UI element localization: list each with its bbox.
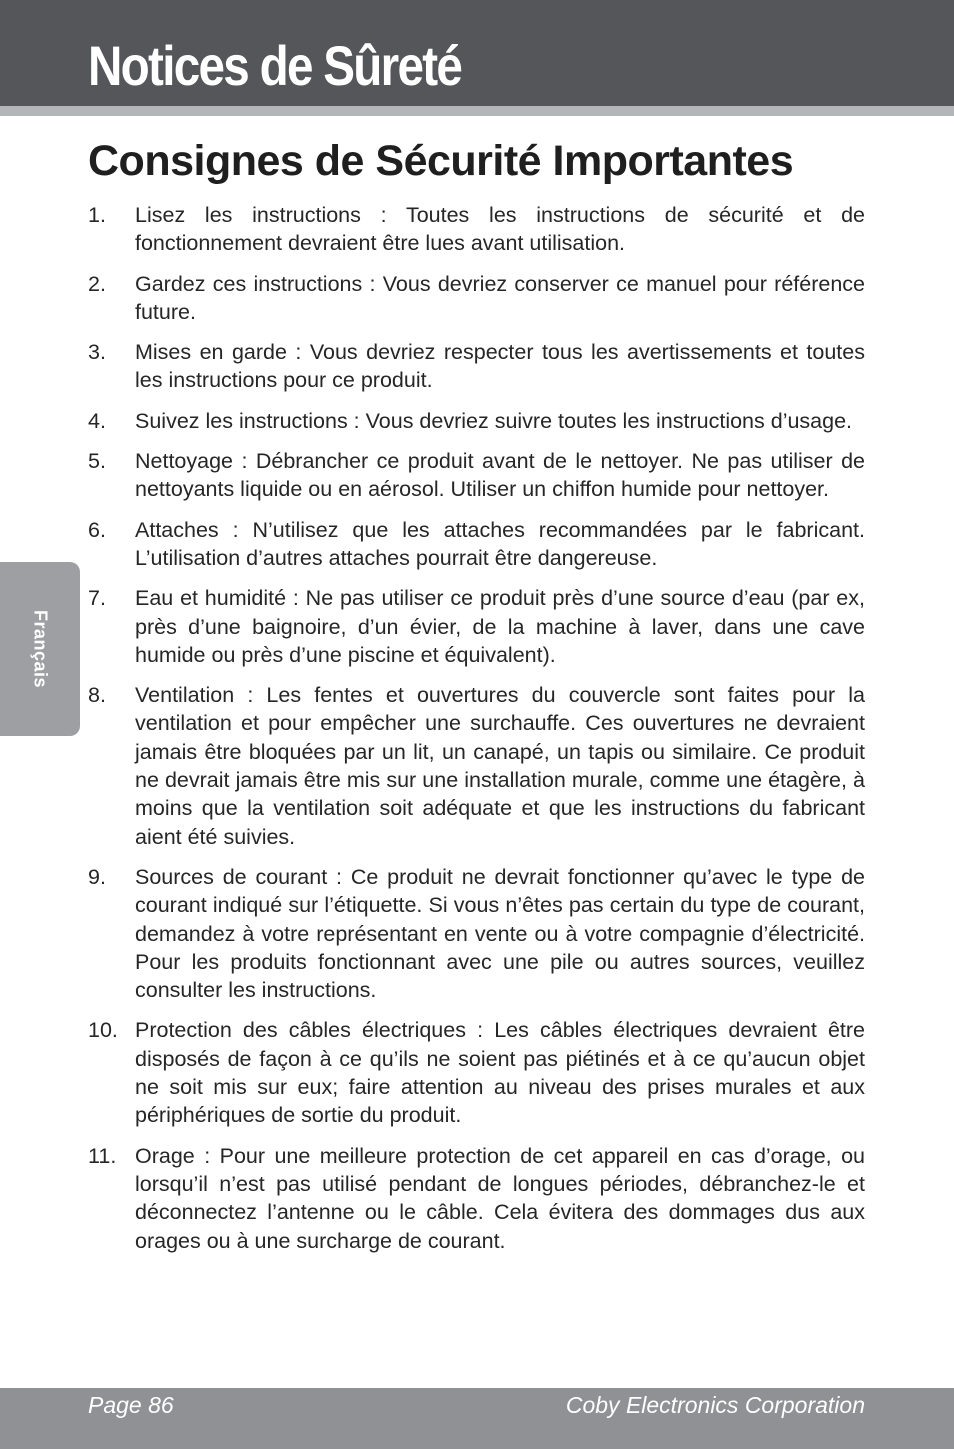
item-text: Mises en garde : Vous devriez respecter tous les avertissements et toutes les instructions pour ce produit. (135, 340, 865, 393)
item-text: Lisez les instructions : Toutes les instructions de sécurité et de fonctionnement devraient être lues avant utilisation. (135, 203, 865, 256)
list-item (88, 407, 865, 435)
list-item (88, 1142, 865, 1255)
list-item (88, 516, 865, 573)
item-text: Ventilation : Les fentes et ouvertures du couvercle sont faites pour la ventilation et pour empêcher une surchauffe. Ces ouvertures ne devraient jamais être bloquées par un lit, un canapé, un tapis ou similaire. Ce produit ne devrait jamais être mis sur une installation murale, comme une étagère, à moins que la ventilation soit adéquate et que les instructions du fabricant aient été suivies. (135, 683, 865, 849)
page-header (0, 0, 954, 106)
section-heading: Consignes de Sécurité Importantes (88, 137, 794, 185)
item-number: 5. (88, 449, 106, 474)
item-text: Orage : Pour une meilleure protection de cet appareil en cas d’orage, ou lorsqu’il n’est pas utilisé pendant de longues périodes, débranchez-le et déconnectez l’antenne ou le câble. Cela évitera des dommages dus aux orages ou à une surcharge de courant. (135, 1143, 865, 1253)
item-number: 6. (88, 517, 106, 542)
item-number: 9. (88, 864, 106, 889)
item-number: 7. (88, 586, 106, 611)
list-item (88, 338, 865, 395)
item-text: Protection des câbles électriques : Les câbles électriques devraient être disposés de façon à ce qu’ils ne soient pas piétinés et à ce qu’aucun objet ne soit mis sur eux; faire attention au niveau des prises murales et aux périphériques de sortie du produit. (135, 1018, 865, 1128)
item-number: 1. (88, 203, 106, 227)
page-title: Notices de Sûreté (88, 34, 462, 97)
safety-instructions-list (88, 201, 865, 1267)
item-text: Gardez ces instructions : Vous devriez conserver ce manuel pour référence future. (135, 271, 865, 324)
list-item (88, 270, 865, 327)
list-item (88, 584, 865, 669)
item-number: 2. (88, 271, 106, 296)
list-item (88, 1016, 865, 1129)
language-tab-label: Français (30, 609, 51, 689)
item-text: Nettoyage : Débrancher ce produit avant de le nettoyer. Ne pas utiliser de nettoyants liquide ou en aérosol. Utiliser un chiffon humide pour nettoyer. (135, 449, 865, 502)
header-divider (0, 106, 954, 116)
item-number: 4. (88, 408, 106, 433)
item-text: Sources de courant : Ce produit ne devrait fonctionner qu’avec le type de courant indiqué sur l’étiquette. Si vous n’êtes pas certain du type de courant, demandez à votre représentant en vente ou à votre compagnie d’électricité. Pour les produits fonctionnant avec une pile ou autres sources, veuillez consulter les instructions. (135, 864, 865, 1003)
item-number: 8. (88, 683, 106, 708)
list-item (88, 863, 865, 1004)
item-text: Suivez les instructions : Vous devriez suivre toutes les instructions d’usage. (135, 408, 853, 433)
list-item (88, 447, 865, 504)
list-item (88, 681, 865, 851)
page-number: Page 86 (88, 1392, 174, 1418)
language-tab (0, 562, 80, 736)
item-text: Attaches : N’utilisez que les attaches recommandées par le fabricant. L’utilisation d’autres attaches pourrait être dangereuse. (135, 517, 865, 570)
company-name: Coby Electronics Corporation (565, 1392, 865, 1418)
item-number: 10. (88, 1018, 118, 1043)
item-text: Eau et humidité : Ne pas utiliser ce produit près d’une source d’eau (par ex, près d’une baignoire, d’un évier, de la machine à laver, dans une cave humide ou près d’une piscine et équivalent). (135, 586, 865, 667)
item-number: 3. (88, 340, 106, 365)
list-item (88, 201, 865, 258)
item-number: 11. (88, 1143, 117, 1168)
